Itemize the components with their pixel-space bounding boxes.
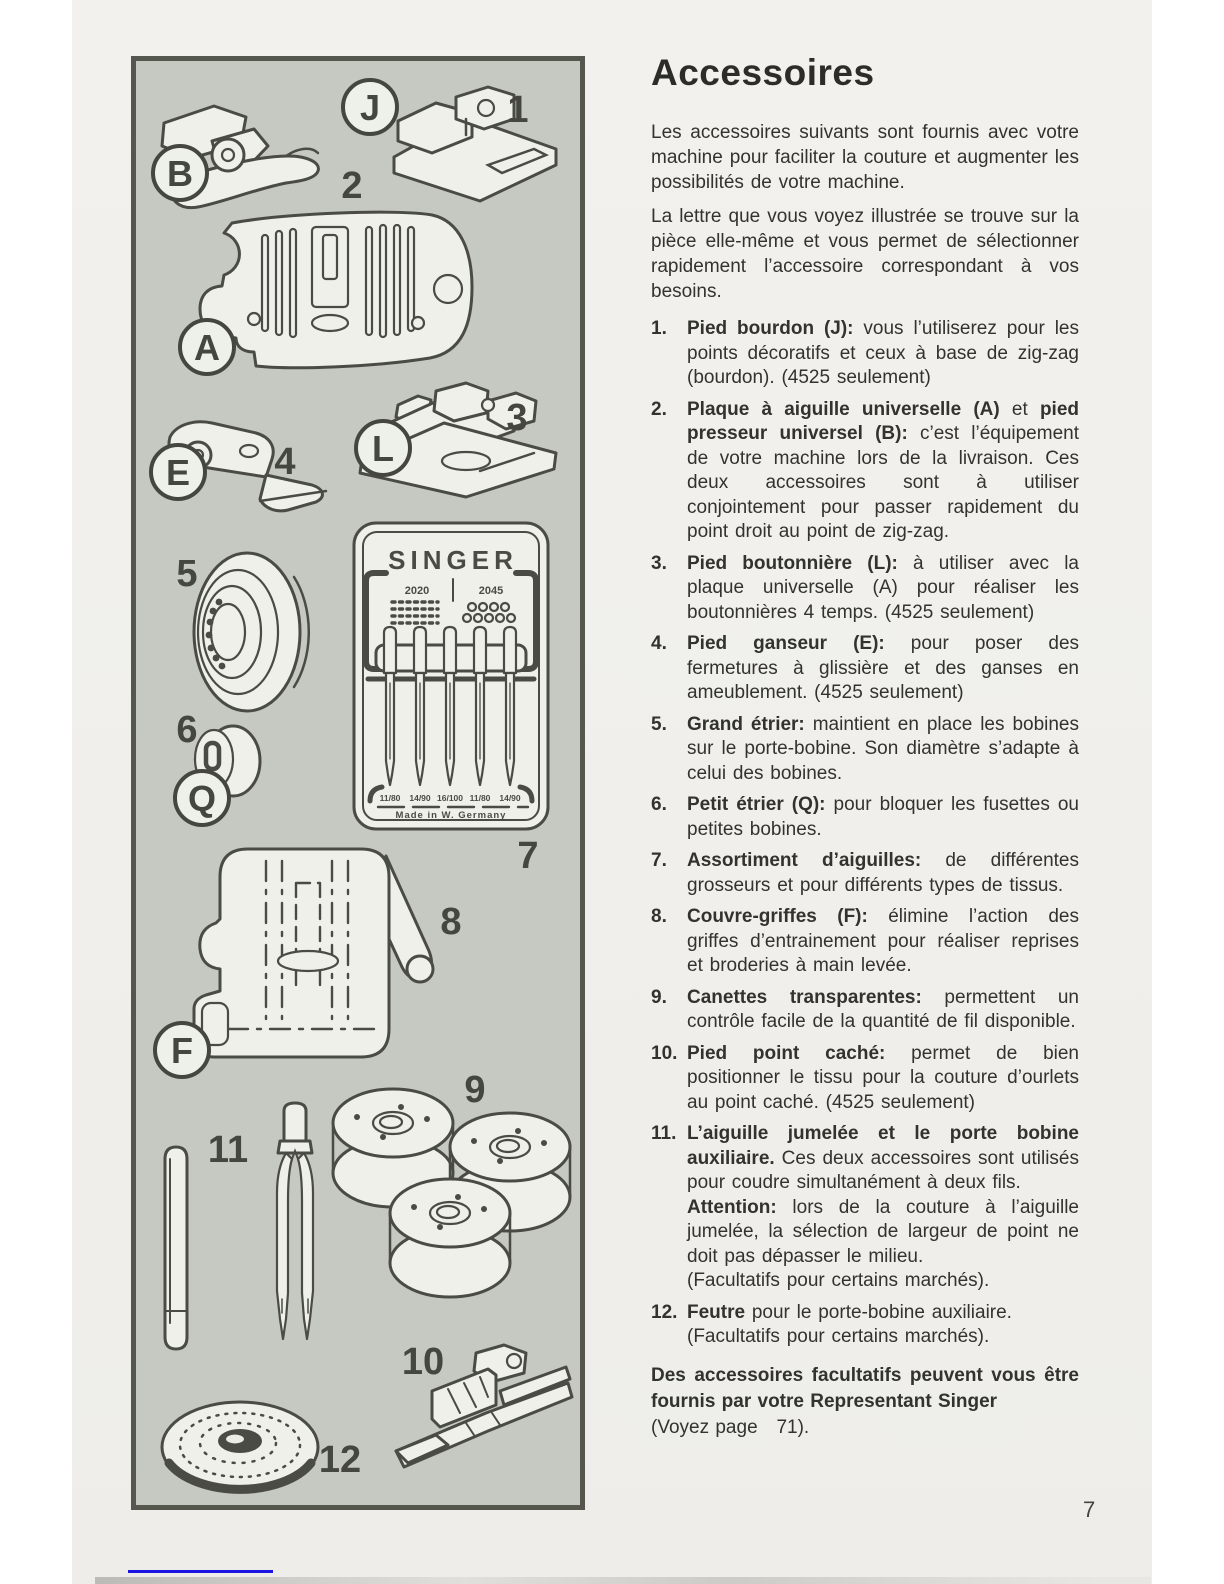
item-description bbox=[687, 905, 1079, 979]
body-text: permet de bien positionner le tissu pour la couture d’ourlets au point caché. (4525 seulement) bbox=[687, 1042, 1079, 1113]
bold-text: L’aiguille jumelée et le porte bobine auxiliaire. bbox=[687, 1123, 1079, 1169]
item-description bbox=[687, 713, 1079, 787]
item-number: 12. bbox=[651, 1301, 678, 1323]
item-description bbox=[687, 552, 1079, 626]
body-text: (Facultatifs pour certains marchés). bbox=[687, 1270, 990, 1291]
bold-text: Pied bourdon (J): bbox=[687, 318, 854, 339]
auxiliary-spool-pin-illustration bbox=[165, 1147, 187, 1349]
needle-code-2020: 2020 bbox=[404, 585, 430, 597]
svg-text:F: F bbox=[171, 1030, 193, 1071]
bold-text: Couvre-griffes (F): bbox=[687, 906, 868, 927]
page-title: Accessoires bbox=[651, 52, 875, 93]
body-text: c’est l’équipement de votre machine lors de la livraison. Ces deux accessoires sont à utiliser conjointement pour passer rapidement du point droit au point de zig-zag. bbox=[687, 423, 1079, 542]
accessory-item bbox=[651, 632, 1079, 706]
item-number: 11. bbox=[651, 1123, 677, 1144]
body-text: pour poser des fermetures à glissière et des ganses en ameublement. (4525 seulement) bbox=[687, 633, 1080, 703]
bold-text: Canettes transparentes: bbox=[687, 986, 922, 1008]
accessory-item bbox=[651, 317, 1079, 391]
intro-paragraph-1: Les accessoires suivants sont fournis avec votre machine pour faciliter la couture et augmenter les possibilités de votre machine. bbox=[651, 122, 1079, 193]
bold-text: Attention: bbox=[687, 1196, 777, 1218]
body-text: lors de la couture à l’aiguille jumelée, la sélection de largeur de point ne doit pas dépasser le milieu. bbox=[687, 1196, 1079, 1267]
scan-blue-line bbox=[128, 1570, 273, 1573]
item-description bbox=[687, 398, 1079, 545]
figure-number-9: 9 bbox=[464, 1069, 486, 1111]
large-spool-holder-illustration bbox=[194, 553, 309, 711]
figure-number-10: 10 bbox=[401, 1341, 445, 1383]
bold-text: Plaque à aiguille universelle (A) bbox=[687, 398, 1000, 420]
body-text: à utiliser avec la plaque universelle (A) pour réaliser les boutonnières 4 temps. (4525 seulement) bbox=[687, 552, 1079, 623]
bold-text: Pied point caché: bbox=[687, 1042, 886, 1064]
svg-text:L: L bbox=[372, 428, 394, 469]
needle-size: 16/100 bbox=[437, 793, 463, 803]
intro bbox=[651, 120, 1079, 304]
svg-text:B: B bbox=[167, 153, 193, 194]
item-number: 6. bbox=[651, 794, 667, 815]
body-text: élimine l’action des griffes d’entrainement pour réaliser reprises et broderies à main levée. bbox=[687, 906, 1079, 976]
body-text: Ces deux accessoires sont utilisés pour coudre simultanément à deux fils. bbox=[687, 1147, 1079, 1193]
optional-accessories-note bbox=[651, 1363, 1079, 1441]
accessory-item bbox=[651, 1301, 1079, 1350]
needle-code-2045: 2045 bbox=[478, 585, 504, 597]
body-text: de différentes grosseurs et pour différents types de tissus. bbox=[687, 850, 1079, 896]
item-number: 2. bbox=[651, 398, 667, 420]
item-number: 8. bbox=[651, 906, 667, 927]
body-text: vous l’utiliserez pour les points décoratifs et ceux à base de zig-zag (bourdon). (4525 seulement) bbox=[687, 318, 1079, 388]
label-circle-f bbox=[155, 1023, 209, 1077]
bold-text: Petit étrier (Q): bbox=[687, 794, 826, 815]
figure-number-4: 4 bbox=[274, 441, 296, 483]
figure-number-8: 8 bbox=[440, 901, 462, 943]
label-circle-e bbox=[151, 445, 205, 499]
bold-text: Grand étrier: bbox=[687, 713, 805, 735]
accessory-item bbox=[651, 905, 1079, 979]
needle-pack-origin: Made in W. Germany bbox=[395, 810, 507, 821]
item-number: 4. bbox=[651, 633, 667, 654]
figure-number-5: 5 bbox=[176, 553, 198, 595]
item-description bbox=[687, 632, 1079, 706]
accessory-item bbox=[651, 398, 1079, 545]
accessory-item bbox=[651, 1122, 1079, 1294]
bold-text: pied presseur universel (B): bbox=[687, 398, 1079, 444]
satin-stitch-foot-illustration bbox=[394, 87, 556, 201]
item-number: 1. bbox=[651, 318, 667, 339]
item-number: 7. bbox=[651, 850, 667, 871]
bold-text: Des accessoires facultatifs peuvent vous être fournis par votre Representant Singer bbox=[651, 1364, 1079, 1412]
figure-number-6: 6 bbox=[176, 709, 198, 751]
item-number: 9. bbox=[651, 986, 667, 1008]
body-text: et bbox=[999, 398, 1040, 420]
twin-needle-illustration bbox=[277, 1103, 313, 1339]
item-number: 5. bbox=[651, 713, 667, 735]
felt-disc-illustration bbox=[162, 1402, 318, 1492]
bold-text: Feutre bbox=[687, 1301, 746, 1323]
label-circle-l bbox=[356, 421, 410, 475]
needle-plate-illustration bbox=[200, 212, 472, 368]
label-circle-b bbox=[153, 146, 207, 200]
item-description bbox=[687, 317, 1079, 391]
body-text: (Voyez page 71). bbox=[651, 1416, 810, 1438]
needle-size: 14/90 bbox=[409, 793, 431, 803]
accessory-item bbox=[651, 552, 1079, 626]
item-description bbox=[687, 1122, 1079, 1294]
needle-pack-brand: SINGER bbox=[388, 545, 518, 575]
needle-pack-illustration bbox=[354, 523, 548, 829]
svg-text:Q: Q bbox=[187, 778, 217, 819]
needle-size: 14/90 bbox=[499, 793, 521, 803]
body-text: pour bloquer les fusettes ou petites bobines. bbox=[687, 794, 1079, 840]
label-circle-a bbox=[180, 320, 234, 374]
accessory-item bbox=[651, 986, 1079, 1035]
figure-number-11: 11 bbox=[207, 1129, 249, 1171]
accessory-item bbox=[651, 849, 1079, 898]
figure-number-7: 7 bbox=[517, 835, 539, 877]
item-description bbox=[687, 849, 1079, 898]
item-number: 3. bbox=[651, 552, 667, 574]
figure-number-3: 3 bbox=[506, 397, 528, 439]
svg-text:A: A bbox=[194, 327, 220, 368]
figure-number-2: 2 bbox=[341, 165, 363, 207]
item-description bbox=[687, 1042, 1079, 1116]
bobbins-illustration bbox=[333, 1089, 570, 1297]
body-text: (Facultatifs pour certains marchés). bbox=[687, 1326, 990, 1347]
accessories-figure bbox=[136, 61, 580, 1505]
label-circle-q bbox=[175, 771, 229, 825]
svg-text:J: J bbox=[359, 87, 381, 128]
bold-text: Pied boutonnière (L): bbox=[687, 552, 898, 574]
item-number: 10. bbox=[651, 1042, 678, 1064]
accessory-item bbox=[651, 713, 1079, 787]
bold-text: Assortiment d’aiguilles: bbox=[687, 850, 922, 871]
intro-paragraph-2: La lettre que vous voyez illustrée se trouve sur la pièce elle-même et vous permet de sélectionner rapidement l’accessoire correspondant à vos besoins. bbox=[651, 206, 1079, 302]
figure-number-12: 12 bbox=[318, 1439, 362, 1481]
page-number: 7 bbox=[1083, 1497, 1096, 1522]
needle-size: 11/80 bbox=[379, 793, 401, 803]
item-description bbox=[687, 986, 1079, 1035]
item-description bbox=[687, 793, 1079, 842]
label-circle-j bbox=[343, 80, 397, 134]
scan-edge-artifact bbox=[95, 1577, 1151, 1584]
text-column bbox=[651, 52, 1079, 1441]
figure-number-1: 1 bbox=[507, 89, 529, 131]
accessory-item bbox=[651, 793, 1079, 842]
bobbin bbox=[390, 1179, 510, 1297]
bold-text: Pied ganseur (E): bbox=[687, 633, 885, 654]
needle-size: 11/80 bbox=[469, 793, 491, 803]
svg-text:E: E bbox=[165, 452, 191, 493]
accessory-item bbox=[651, 1042, 1079, 1116]
item-description bbox=[687, 1301, 1079, 1350]
accessories-figure-panel bbox=[131, 56, 585, 1510]
feed-cover-illustration bbox=[194, 849, 433, 1057]
body-text: permettent un contrôle facile de la quantité de fil disponible. bbox=[687, 986, 1079, 1032]
body-text: pour le porte-bobine auxiliaire. bbox=[745, 1301, 1012, 1323]
accessory-list bbox=[651, 317, 1079, 1350]
body-text: maintient en place les bobines sur le porte-bobine. Son diamètre s’adapte à celui des bobines. bbox=[687, 713, 1080, 784]
